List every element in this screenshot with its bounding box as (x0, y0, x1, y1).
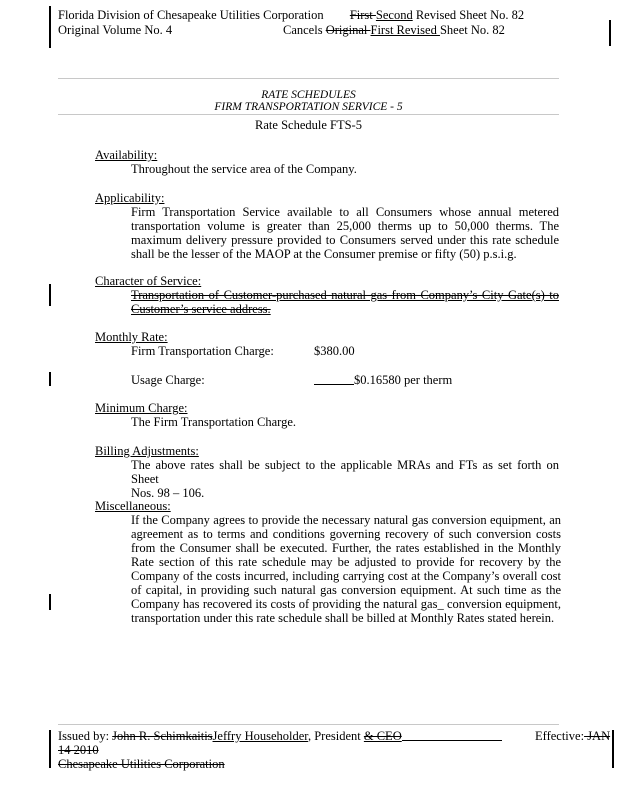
header-rule (58, 78, 559, 79)
misc-line: of capital, in providing such natural gas conversion equipment. At such time as the (131, 583, 561, 597)
change-bar-header (49, 6, 51, 48)
title-rate-schedules: RATE SCHEDULES (261, 89, 356, 101)
misc-line: Rate section of this rate schedule may be adjusted to provide for recovery by the (131, 555, 561, 569)
header-cancels-inserted: First Revised (370, 23, 440, 37)
applicability-heading: Applicability: (95, 191, 165, 205)
applicability-line: Firm Transportation Service available to all Consumers whose annual metered (131, 205, 559, 219)
title-rule (58, 114, 559, 115)
billing-line: Nos. 98 – 106. (131, 486, 205, 500)
header-cancels: Cancels (283, 23, 326, 37)
title-schedule: Rate Schedule FTS-5 (255, 118, 362, 132)
usage-charge-value: $0.16580 per therm (354, 373, 453, 387)
billing-text (131, 458, 559, 500)
change-bar-footer (49, 730, 51, 768)
monthly-rate-heading: Monthly Rate: (95, 330, 168, 344)
issued-title: , President (307, 729, 364, 743)
misc-text (131, 513, 561, 625)
usage-charge-value-row (314, 373, 452, 387)
minimum-text: The Firm Transportation Charge. (131, 415, 297, 429)
header-line-1 (58, 8, 524, 22)
character-heading: Character of Service: (95, 274, 202, 288)
change-bar-misc (49, 594, 51, 610)
issued-inserted-name: Jeffry Householder (212, 729, 308, 743)
change-bar-header-right (609, 20, 611, 46)
applicability-line: transportation volume is greater than 25,000 therms up to 50,000 therms. The (131, 219, 559, 233)
applicability-line: maximum delivery pressure provided to Consumers served under this rate schedule (131, 233, 559, 247)
footer-effective (535, 729, 610, 743)
misc-line: Company of the costs incurred, including carrying cost at the Company’s overall cost (131, 569, 561, 583)
misc-line: If the Company agrees to provide the necessary natural gas conversion equipment, an (131, 513, 561, 527)
title-service: FIRM TRANSPORTATION SERVICE - 5 (214, 101, 403, 113)
character-line: Transportation of Customer-purchased natural gas from Company’s City Gate(s) to (131, 288, 559, 302)
header-inserted-revision: Second (375, 8, 413, 22)
firm-charge-label: Firm Transportation Charge: (131, 344, 274, 358)
header-company: Florida Division of Chesapeake Utilities Corporation (58, 8, 324, 22)
firm-charge-value: $380.00 (314, 344, 355, 358)
footer-rule (58, 724, 559, 725)
usage-charge-label: Usage Charge: (131, 373, 205, 387)
effective-struck-date-2: 14 2010 (58, 743, 99, 757)
footer-issued (58, 729, 502, 743)
effective-struck-date: JAN (584, 729, 611, 743)
header-cancels-struck: Original (325, 23, 371, 37)
header-line-2 (58, 23, 503, 37)
character-line: Customer’s service address. (131, 302, 271, 316)
effective-label: Effective: (535, 729, 585, 743)
misc-line: Company has recovered its costs of providing the natural gas_ conversion equipment, (131, 597, 561, 611)
usage-charge-deleted-rule (314, 378, 354, 385)
change-bar-usage (49, 372, 51, 386)
availability-text: Throughout the service area of the Company. (131, 162, 357, 176)
issued-ceo: & CEO (363, 729, 402, 743)
availability-heading: Availability: (95, 148, 158, 162)
issued-struck-name: John R. Schimkaitis (112, 729, 213, 743)
header-cancels-sheet: Sheet No. 82 (439, 23, 505, 37)
misc-line: agreement as to terms and conditions governing recovery of such conversion costs (131, 527, 561, 541)
applicability-line: shall be the lesser of the MAOP at the Consumer premise or fifty (50) p.s.i.g. (131, 247, 517, 261)
billing-heading: Billing Adjustments: (95, 444, 199, 458)
misc-line: from the Consumer shall be executed. Further, the rates established in the Monthly (131, 541, 561, 555)
change-bar-footer-right (612, 730, 614, 768)
header-struck-revision: First (349, 8, 376, 22)
minimum-heading: Minimum Charge: (95, 401, 188, 415)
misc-heading: Miscellaneous: (95, 499, 171, 513)
header-volume: Original Volume No. 4 (58, 23, 173, 37)
issued-deleted-rule (402, 733, 502, 741)
character-text (131, 288, 559, 316)
applicability-text (131, 205, 559, 261)
issued-label: Issued by: (58, 729, 113, 743)
change-bar-character (49, 284, 51, 306)
misc-line: transportation under this rate schedule shall be billed at Monthly Rates stated herein. (131, 611, 555, 625)
billing-line: The above rates shall be subject to the applicable MRAs and FTs as set forth on Sheet (131, 458, 559, 486)
footer-company-struck: Chesapeake Utilities Corporation (58, 757, 225, 771)
header-sheet: Revised Sheet No. 82 (412, 8, 525, 22)
